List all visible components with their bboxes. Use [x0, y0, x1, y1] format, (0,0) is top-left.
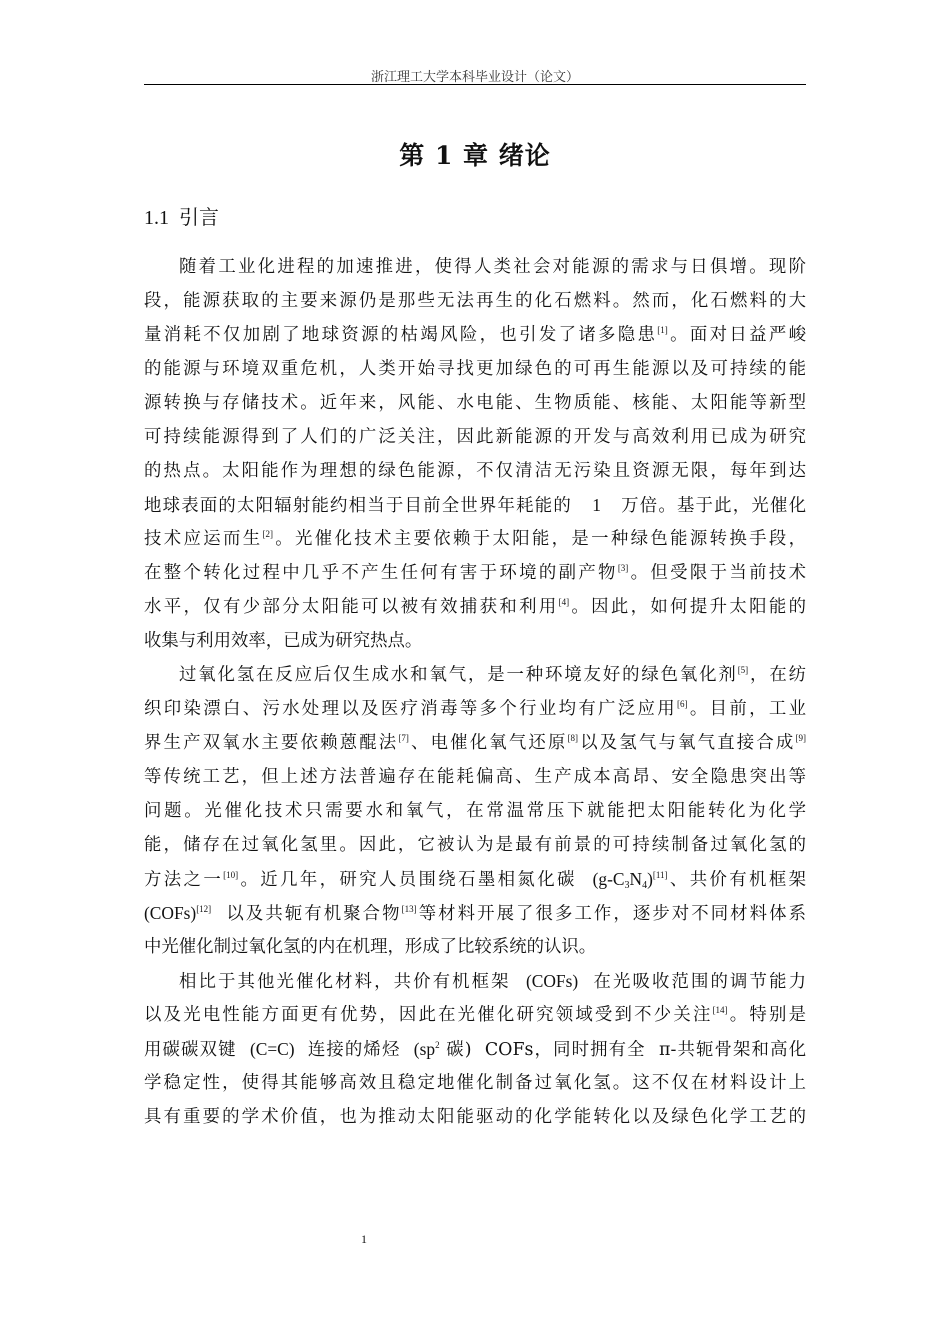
text-run: 在整个转化过程中几乎不产生任何有害于环境的副产物 — [144, 563, 618, 583]
paragraph-3-line — [144, 1100, 806, 1134]
text-run: 中光催化制过氧化氢的内在机理，形成了比较系统的认识。 — [144, 937, 597, 957]
text-run: 。近几年，研究人员围绕石墨相氮化碳 — [238, 870, 577, 890]
citation: [6] — [677, 699, 688, 709]
text-run: ，在纺 — [748, 665, 806, 685]
text-run: 能，储存在过氧化氢里。因此，它被认为是最有前景的可持续制备过氧化氢的 — [144, 835, 806, 855]
text-run: 等材料开展了很多工作，逐步对不同材料体系 — [416, 904, 806, 924]
text-run: 以及光电性能方面更有优势，因此在光催化研究领域受到不少关注 — [144, 1005, 713, 1025]
text-run: 的热点。太阳能作为理想的绿色能源，不仅清洁无污染且资源无限，每年到达 — [144, 461, 806, 481]
text-run: 随着工业化进程的加速推进，使得人类社会对能源的需求与日俱增。现阶 — [179, 257, 806, 277]
paragraph-2-line — [144, 862, 806, 896]
text-run: (COFs) — [144, 903, 197, 923]
paragraph-2-line — [144, 658, 806, 692]
text-run: N — [629, 869, 643, 889]
paragraph-2-line — [144, 726, 806, 760]
paragraph-1-line — [144, 590, 806, 624]
text-run: 技术应运而生 — [144, 529, 263, 549]
text-run: 学稳定性，使得其能够高效且稳定地催化制备过氧化氢。这不仅在材料设计上 — [144, 1073, 806, 1093]
section-title: 引言 — [179, 205, 219, 229]
citation: [2] — [262, 529, 273, 539]
text-run: 具有重要的学术价值，也为推动太阳能驱动的化学能转化以及绿色化学工艺的 — [144, 1107, 806, 1127]
paragraph-1-line — [144, 454, 806, 488]
subscript: 3 — [624, 880, 630, 891]
text-run: (g-C — [592, 869, 625, 889]
citation: [12] — [196, 904, 212, 914]
paragraph-2-line — [144, 692, 806, 726]
paragraph-3-line — [144, 998, 806, 1032]
text-run: ) — [647, 869, 653, 889]
text-run: 碳) — [446, 1040, 472, 1060]
text-run: (sp — [413, 1039, 436, 1059]
text-run: 界生产双氧水主要依赖蒽醌法 — [144, 733, 399, 753]
text-run: 方法之一 — [144, 870, 224, 890]
body-text — [144, 250, 806, 1134]
text-run: 等传统工艺，但上述方法普遍存在能耗偏高、生产成本高昂、安全隐患突出等 — [144, 767, 806, 787]
text-run: 连接的烯烃 — [307, 1040, 401, 1060]
text-run: 的能源与环境双重危机，人类开始寻找更加绿色的可再生能源以及可持续的能 — [144, 359, 806, 379]
paragraph-1-line — [144, 318, 806, 352]
paragraph-2-line — [144, 794, 806, 828]
citation: [14] — [712, 1005, 728, 1015]
citation: [13] — [401, 904, 417, 914]
paragraph-1-line — [144, 420, 806, 454]
text-run: 。因此，如何提升太阳能的 — [569, 597, 806, 617]
citation: [7] — [398, 733, 409, 743]
citation: [5] — [737, 665, 749, 675]
text-run: 问题。光催化技术只需要水和氧气，在常温常压下就能把太阳能转化为化学 — [144, 801, 806, 821]
section-heading — [144, 201, 219, 230]
paragraph-3-line — [144, 1066, 806, 1100]
text-run: 、电催化氧气还原 — [408, 733, 568, 753]
text-run: 在光吸收范围的调节能力 — [593, 972, 806, 992]
text-run: 量消耗不仅加剧了地球资源的枯竭风险，也引发了诸多隐患 — [144, 325, 658, 345]
paragraph-1-line — [144, 624, 806, 658]
text-run: 可持续能源得到了人们的广泛关注，因此新能源的开发与高效利用已成为研究 — [144, 427, 806, 447]
citation: [11] — [652, 870, 668, 880]
text-run: COFs，同时拥有全 — [484, 1040, 646, 1060]
text-run: 。特别是 — [727, 1005, 806, 1025]
text-run: 万倍。基于此，光催化 — [621, 496, 806, 516]
text-run: (C=C) — [249, 1039, 295, 1059]
paragraph-1-line — [144, 556, 806, 590]
citation: [9] — [795, 733, 806, 743]
chapter-title: 第 1 章 绪论 — [399, 141, 551, 170]
text-run: 。光催化技术主要依赖于太阳能，是一种绿色能源转换手段， — [272, 529, 806, 549]
citation: [4] — [558, 597, 570, 607]
paragraph-1-line — [144, 250, 806, 284]
text-run: 过氧化氢在反应后仅生成水和氧气，是一种环境友好的绿色氧化剂 — [179, 665, 738, 685]
text-run: 相比于其他光催化材料，共价有机框架 — [179, 972, 511, 992]
page-number: 1 — [361, 1232, 367, 1246]
text-run: π-共轭骨架和高化 — [659, 1040, 806, 1060]
text-run: 段，能源获取的主要来源仍是那些无法再生的化石燃料。然而，化石燃料的大 — [144, 291, 806, 311]
subscript: 4 — [642, 880, 648, 891]
text-run: 地球表面的太阳辐射能约相当于目前全世界年耗能的 — [144, 496, 572, 516]
text-run: 。目前，工业 — [687, 699, 806, 719]
text-run: 收集与利用效率，已成为研究热点。 — [144, 631, 423, 651]
text-run: 1 — [592, 495, 601, 515]
text-run: 用碳碳双键 — [144, 1040, 237, 1060]
paragraph-1-line — [144, 386, 806, 420]
citation: [1] — [657, 325, 668, 335]
text-run: 源转换与存储技术。近年来，风能、水电能、生物质能、核能、太阳能等新型 — [144, 393, 806, 413]
text-run: 水平，仅有少部分太阳能可以被有效捕获和利用 — [144, 597, 559, 617]
running-header: 浙江理工大学本科毕业设计（论文） — [370, 70, 579, 85]
citation: [3] — [617, 563, 629, 573]
paragraph-3-line — [144, 964, 806, 998]
text-run: 织印染漂白、污水处理以及医疗消毒等多个行业均有广泛应用 — [144, 699, 678, 719]
paragraph-1-line — [144, 488, 806, 522]
paragraph-3-line — [144, 1032, 806, 1066]
superscript: 2 — [435, 1040, 440, 1050]
section-number: 1.1 — [144, 207, 169, 229]
text-run: 、共价有机框架 — [667, 870, 806, 890]
citation: [8] — [567, 733, 579, 743]
text-run: 。面对日益严峻 — [667, 325, 806, 345]
paragraph-2-line — [144, 896, 806, 930]
text-run: 以及氢气与氧气直接合成 — [578, 733, 796, 753]
text-run: 以及共轭有机聚合物 — [226, 904, 402, 924]
paragraph-1-line — [144, 284, 806, 318]
paragraph-2-line — [144, 760, 806, 794]
header-rule — [144, 84, 806, 85]
paragraph-2-line — [144, 930, 806, 964]
text-run: 。但受限于当前技术 — [628, 563, 806, 583]
paragraph-1-line — [144, 352, 806, 386]
paragraph-1-line — [144, 522, 806, 556]
paragraph-2-line — [144, 828, 806, 862]
citation: [10] — [223, 870, 239, 880]
text-run: (COFs) — [525, 971, 579, 991]
